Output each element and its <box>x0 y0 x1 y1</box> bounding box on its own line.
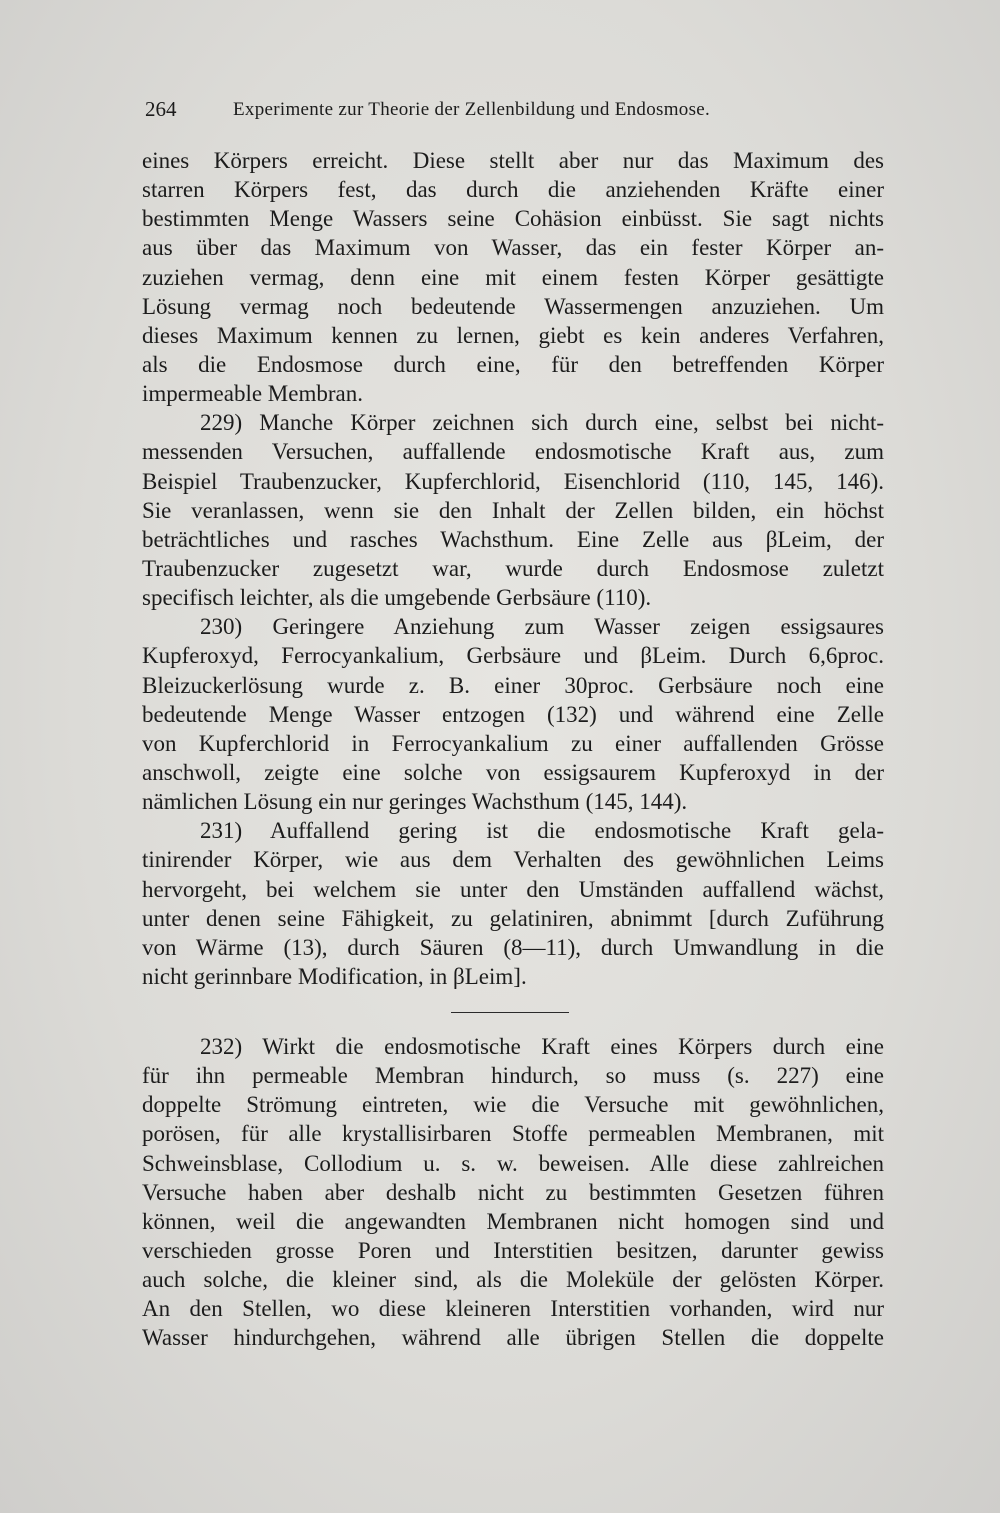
text-line: Versuche haben aber deshalb nicht zu bestimmten Gesetzen führen <box>142 1179 884 1205</box>
text-line: impermeable Membran. <box>142 381 363 407</box>
text-line: können, weil die angewandten Membranen nicht homogen sind und <box>142 1208 884 1234</box>
text-line: unter denen seine Fähigkeit, zu gelatiniren, abnimmt [durch Zuführung <box>142 905 884 931</box>
text-line: bedeutende Menge Wasser entzogen (132) und während eine Zelle <box>142 701 884 727</box>
section-divider <box>451 1012 569 1013</box>
text-line: auch solche, die kleiner sind, als die Moleküle der gelösten Körper. <box>142 1267 884 1293</box>
text-line: dieses Maximum kennen zu lernen, giebt es kein anderes Verfahren, <box>142 322 884 348</box>
text-line: von Kupferchlorid in Ferrocyankalium zu einer auffallenden Grösse <box>142 730 884 756</box>
text-line: für ihn permeable Membran hindurch, so muss (s. 227) eine <box>142 1063 884 1089</box>
text-line: Wasser hindurchgehen, während alle übrigen Stellen die doppelte <box>142 1325 884 1351</box>
text-line: nämlichen Lösung ein nur geringes Wachsthum (145, 144). <box>142 789 688 815</box>
paragraph-230-start: 230) Geringere Anziehung zum Wasser zeigen essigsaures <box>200 614 884 640</box>
text-line: bestimmten Menge Wassers seine Cohäsion einbüsst. Sie sagt nichts <box>142 206 884 232</box>
text-line: specifisch leichter, als die umgebende Gerbsäure (110). <box>142 585 652 611</box>
text-line: Sie veranlassen, wenn sie den Inhalt der Zellen bilden, ein höchst <box>142 497 884 523</box>
text-line: An den Stellen, wo diese kleineren Interstitien vorhanden, wird nur <box>142 1296 884 1322</box>
text-line: verschieden grosse Poren und Interstitien besitzen, darunter gewiss <box>142 1237 884 1263</box>
main-text-block <box>142 146 884 991</box>
lower-text-block <box>142 1032 884 1353</box>
text-line: von Wärme (13), durch Säuren (8—11), durch Umwandlung in die <box>142 934 884 960</box>
text-line: anschwoll, zeigte eine solche von essigsaurem Kupferoxyd in der <box>142 759 884 785</box>
text-line: messenden Versuchen, auffallende endosmotische Kraft aus, zum <box>142 439 884 465</box>
paragraph-232-start: 232) Wirkt die endosmotische Kraft eines Körpers durch eine <box>200 1034 884 1059</box>
text-line: als die Endosmose durch eine, für den betreffenden Körper <box>142 351 884 377</box>
page-number: 264 <box>145 97 177 121</box>
text-line: starren Körpers fest, das durch die anziehenden Kräfte einer <box>142 177 884 203</box>
text-line: tinirender Körper, wie aus dem Verhalten des gewöhnlichen Leims <box>142 847 884 873</box>
text-line: nicht gerinnbare Modification, in βLeim]. <box>142 963 527 989</box>
text-line: eines Körpers erreicht. Diese stellt aber nur das Maximum des <box>142 148 884 173</box>
text-line: aus über das Maximum von Wasser, das ein fester Körper an- <box>142 235 884 261</box>
running-title: Experimente zur Theorie der Zellenbildung und Endosmose. <box>233 99 711 120</box>
text-line: hervorgeht, bei welchem sie unter den Umständen auffallend wächst, <box>142 876 884 902</box>
paragraph-229-start: 229) Manche Körper zeichnen sich durch eine, selbst bei nicht- <box>200 410 884 436</box>
running-head <box>145 96 905 122</box>
text-line: Traubenzucker zugesetzt war, wurde durch Endosmose zuletzt <box>142 555 884 581</box>
paragraph-231-start: 231) Auffallend gering ist die endosmotische Kraft gela- <box>200 818 884 844</box>
text-line: zuziehen vermag, denn eine mit einem festen Körper gesättigte <box>142 264 884 290</box>
text-line: beträchtliches und rasches Wachsthum. Eine Zelle aus βLeim, der <box>142 526 884 552</box>
text-line: Kupferoxyd, Ferrocyankalium, Gerbsäure und βLeim. Durch 6,6proc. <box>142 643 884 669</box>
text-line: Beispiel Traubenzucker, Kupferchlorid, Eisenchlorid (110, 145, 146). <box>142 468 884 494</box>
text-line: Bleizuckerlösung wurde z. B. einer 30proc. Gerbsäure noch eine <box>142 672 884 698</box>
text-line: doppelte Strömung eintreten, wie die Versuche mit gewöhnlichen, <box>142 1092 884 1118</box>
text-line: Lösung vermag noch bedeutende Wassermengen anzuziehen. Um <box>142 293 884 319</box>
text-line: Schweinsblase, Collodium u. s. w. beweisen. Alle diese zahlreichen <box>142 1150 884 1176</box>
text-line: porösen, für alle krystallisirbaren Stoffe permeablen Membranen, mit <box>142 1121 884 1147</box>
